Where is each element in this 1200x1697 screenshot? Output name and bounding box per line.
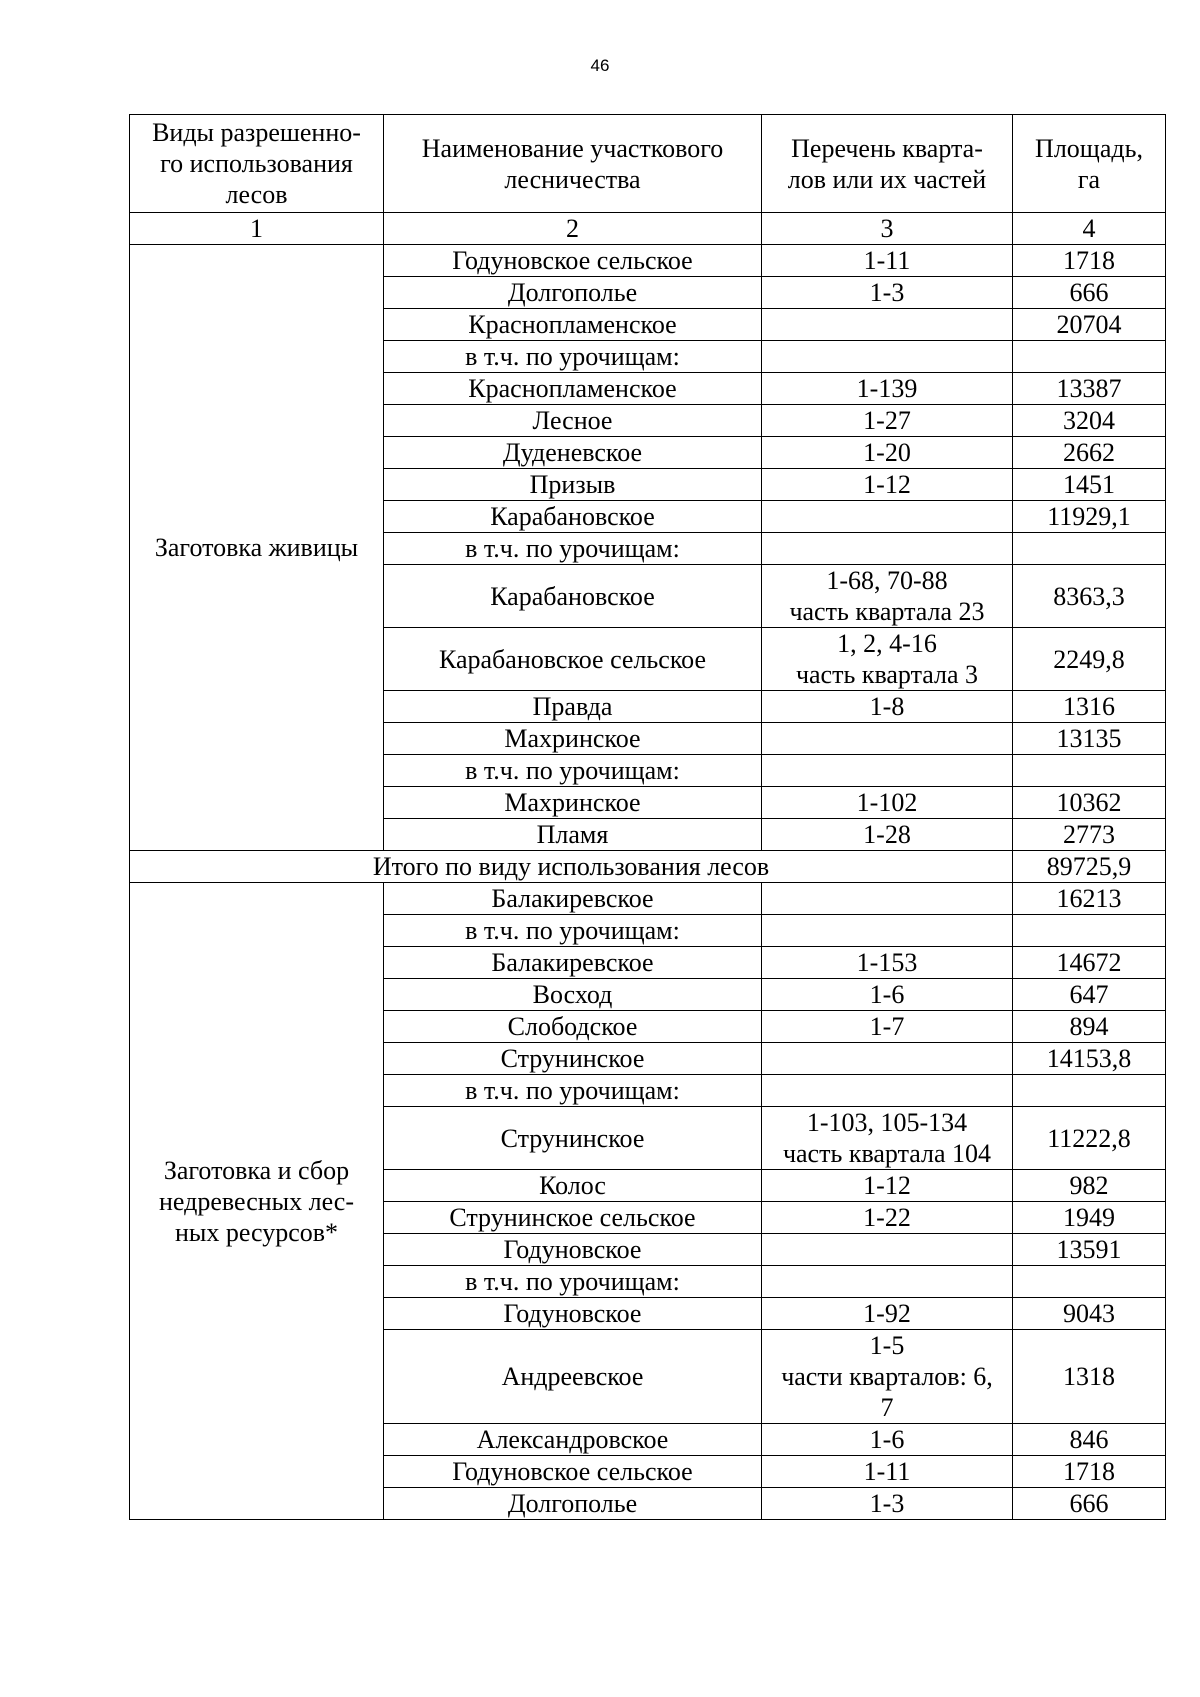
header-usage-line-1: Виды разрешенно- bbox=[152, 118, 361, 147]
quarters-cell bbox=[762, 1075, 1013, 1107]
forestry-name-cell: Карабановское bbox=[384, 501, 762, 533]
quarters-line bbox=[768, 501, 1006, 532]
table-row bbox=[130, 245, 1166, 277]
area-cell: 1451 bbox=[1013, 469, 1166, 501]
quarters-line bbox=[768, 341, 1006, 372]
quarters-cell bbox=[762, 501, 1013, 533]
area-cell: 13387 bbox=[1013, 373, 1166, 405]
quarters-cell bbox=[762, 437, 1013, 469]
usage-type-line: недревесных лес- bbox=[159, 1186, 354, 1216]
area-cell: 2662 bbox=[1013, 437, 1166, 469]
quarters-line: 1-11 bbox=[863, 1457, 911, 1486]
quarters-line: 1-102 bbox=[856, 788, 918, 817]
area-cell: 846 bbox=[1013, 1424, 1166, 1456]
forestry-name-cell: Карабановское bbox=[384, 565, 762, 628]
forestry-name-cell: Долгополье bbox=[384, 1488, 762, 1520]
quarters-line: 1-12 bbox=[863, 1171, 911, 1200]
area-cell: 647 bbox=[1013, 979, 1166, 1011]
quarters-cell bbox=[762, 277, 1013, 309]
quarters-cell bbox=[762, 819, 1013, 851]
header-usage-type bbox=[130, 115, 384, 213]
quarters-line: 1-3 bbox=[869, 1489, 905, 1518]
quarters-line: 1-5 bbox=[869, 1331, 905, 1360]
column-number: 4 bbox=[1013, 213, 1166, 245]
quarters-line: 1-153 bbox=[856, 948, 918, 977]
column-number-row bbox=[130, 213, 1166, 245]
quarters-cell bbox=[762, 1456, 1013, 1488]
forestry-name-cell: Андреевское bbox=[384, 1330, 762, 1424]
quarters-line: 1-20 bbox=[863, 438, 911, 467]
quarters-cell bbox=[762, 787, 1013, 819]
header-area bbox=[1013, 115, 1166, 213]
quarters-line bbox=[768, 1266, 1006, 1297]
quarters-line bbox=[768, 1075, 1006, 1106]
quarters-cell bbox=[762, 947, 1013, 979]
column-number: 3 bbox=[762, 213, 1013, 245]
area-cell: 13135 bbox=[1013, 723, 1166, 755]
forestry-name-cell: в т.ч. по урочищам: bbox=[384, 1075, 762, 1107]
usage-type-cell bbox=[130, 883, 384, 1520]
quarters-line: 1-6 bbox=[869, 1425, 905, 1454]
area-cell: 982 bbox=[1013, 1170, 1166, 1202]
quarters-cell bbox=[762, 979, 1013, 1011]
header-usage-line-2: го использования bbox=[160, 149, 353, 178]
header-usage-line-3: лесов bbox=[225, 180, 288, 209]
area-cell: 16213 bbox=[1013, 883, 1166, 915]
quarters-cell bbox=[762, 1202, 1013, 1234]
quarters-line: 1-8 bbox=[869, 692, 905, 721]
forestry-name-cell: Пламя bbox=[384, 819, 762, 851]
quarters-cell bbox=[762, 373, 1013, 405]
area-cell: 11929,1 bbox=[1013, 501, 1166, 533]
quarters-cell bbox=[762, 1107, 1013, 1170]
page-number: 46 bbox=[590, 56, 610, 75]
usage-type-line: ных ресурсов* bbox=[174, 1217, 339, 1247]
header-row bbox=[130, 115, 1166, 213]
area-cell: 894 bbox=[1013, 1011, 1166, 1043]
area-cell: 9043 bbox=[1013, 1298, 1166, 1330]
quarters-line: 1-3 bbox=[869, 278, 905, 307]
quarters-line bbox=[768, 1234, 1006, 1265]
header-quarters-line-1: Перечень кварта- bbox=[791, 133, 983, 163]
header-forestry-line-2: лесничества bbox=[504, 164, 641, 194]
area-cell: 8363,3 bbox=[1013, 565, 1166, 628]
area-cell bbox=[1013, 1075, 1166, 1107]
quarters-line: 1-103, 105-134 bbox=[806, 1108, 968, 1137]
quarters-cell bbox=[762, 565, 1013, 628]
forestry-name-cell: Балакиревское bbox=[384, 947, 762, 979]
area-cell bbox=[1013, 755, 1166, 787]
forestry-name-cell: Годуновское сельское bbox=[384, 1456, 762, 1488]
area-cell bbox=[1013, 533, 1166, 565]
quarters-line: 1-28 bbox=[863, 820, 911, 849]
forestry-name-cell: Махринское bbox=[384, 787, 762, 819]
quarters-cell bbox=[762, 755, 1013, 787]
quarters-cell bbox=[762, 1011, 1013, 1043]
quarters-line: 1-27 bbox=[863, 406, 911, 435]
quarters-cell bbox=[762, 1424, 1013, 1456]
quarters-cell bbox=[762, 1234, 1013, 1266]
quarters-cell bbox=[762, 1043, 1013, 1075]
area-cell: 1718 bbox=[1013, 1456, 1166, 1488]
header-quarters bbox=[762, 115, 1013, 213]
area-cell: 1718 bbox=[1013, 245, 1166, 277]
quarters-cell bbox=[762, 245, 1013, 277]
forestry-name-cell: Александровское bbox=[384, 1424, 762, 1456]
forest-use-table bbox=[129, 114, 1166, 1520]
quarters-line: 1-68, 70-88 bbox=[826, 566, 948, 595]
quarters-cell bbox=[762, 1266, 1013, 1298]
area-cell: 14672 bbox=[1013, 947, 1166, 979]
forestry-name-cell: в т.ч. по урочищам: bbox=[384, 1266, 762, 1298]
quarters-line: 1-7 bbox=[869, 1012, 905, 1041]
quarters-line bbox=[768, 755, 1006, 786]
total-row bbox=[130, 851, 1166, 883]
quarters-cell bbox=[762, 915, 1013, 947]
header-quarters-line-2: лов или их частей bbox=[787, 164, 987, 194]
forestry-name-cell: в т.ч. по урочищам: bbox=[384, 533, 762, 565]
area-cell: 2773 bbox=[1013, 819, 1166, 851]
area-cell: 10362 bbox=[1013, 787, 1166, 819]
forestry-name-cell: Струнинское bbox=[384, 1107, 762, 1170]
quarters-line: 1-139 bbox=[856, 374, 918, 403]
quarters-line: 1-11 bbox=[863, 246, 911, 275]
table-row bbox=[130, 883, 1166, 915]
usage-type-cell: Заготовка живицы bbox=[130, 245, 384, 851]
area-cell: 666 bbox=[1013, 277, 1166, 309]
quarters-cell bbox=[762, 1488, 1013, 1520]
table-body bbox=[130, 245, 1166, 1520]
quarters-line: 1, 2, 4-16 bbox=[837, 629, 937, 658]
area-cell: 2249,8 bbox=[1013, 628, 1166, 691]
forestry-name-cell: Струнинское сельское bbox=[384, 1202, 762, 1234]
area-cell: 666 bbox=[1013, 1488, 1166, 1520]
quarters-cell bbox=[762, 469, 1013, 501]
quarters-line bbox=[768, 309, 1006, 340]
quarters-cell bbox=[762, 1330, 1013, 1424]
forestry-name-cell: в т.ч. по урочищам: bbox=[384, 915, 762, 947]
area-cell bbox=[1013, 341, 1166, 373]
forestry-name-cell: Дуденевское bbox=[384, 437, 762, 469]
quarters-line: часть квартала 23 bbox=[789, 597, 985, 626]
area-cell: 11222,8 bbox=[1013, 1107, 1166, 1170]
forestry-name-cell: Махринское bbox=[384, 723, 762, 755]
forestry-name-cell: в т.ч. по урочищам: bbox=[384, 341, 762, 373]
usage-type-line: Заготовка и сбор bbox=[163, 1155, 350, 1185]
forestry-name-cell: Годуновское bbox=[384, 1298, 762, 1330]
total-label: Итого по виду использования лесов bbox=[130, 851, 1013, 883]
forestry-name-cell: Лесное bbox=[384, 405, 762, 437]
quarters-line: 1-92 bbox=[863, 1299, 911, 1328]
total-area: 89725,9 bbox=[1013, 851, 1166, 883]
column-number: 2 bbox=[384, 213, 762, 245]
quarters-cell bbox=[762, 691, 1013, 723]
quarters-cell bbox=[762, 341, 1013, 373]
quarters-line: 1-6 bbox=[869, 980, 905, 1009]
forestry-name-cell: Краснопламенское bbox=[384, 309, 762, 341]
forestry-name-cell: Долгополье bbox=[384, 277, 762, 309]
quarters-line: часть квартала 3 bbox=[795, 660, 979, 689]
forestry-name-cell: Призыв bbox=[384, 469, 762, 501]
area-cell: 20704 bbox=[1013, 309, 1166, 341]
header-forestry-name bbox=[384, 115, 762, 213]
forestry-name-cell: Балакиревское bbox=[384, 883, 762, 915]
area-cell: 1949 bbox=[1013, 1202, 1166, 1234]
forestry-name-cell: Слободское bbox=[384, 1011, 762, 1043]
quarters-line: части кварталов: 6, bbox=[781, 1362, 993, 1391]
quarters-line bbox=[768, 533, 1006, 564]
quarters-line: часть квартала 104 bbox=[782, 1139, 992, 1168]
header-forestry-line-1: Наименование участкового bbox=[421, 133, 724, 163]
forestry-name-cell: в т.ч. по урочищам: bbox=[384, 755, 762, 787]
quarters-cell bbox=[762, 533, 1013, 565]
area-cell: 13591 bbox=[1013, 1234, 1166, 1266]
area-cell: 1318 bbox=[1013, 1330, 1166, 1424]
quarters-cell bbox=[762, 405, 1013, 437]
forestry-name-cell: Правда bbox=[384, 691, 762, 723]
forestry-name-cell: Годуновское сельское bbox=[384, 245, 762, 277]
forestry-name-cell: Восход bbox=[384, 979, 762, 1011]
quarters-line bbox=[768, 883, 1006, 914]
area-cell: 14153,8 bbox=[1013, 1043, 1166, 1075]
area-cell bbox=[1013, 1266, 1166, 1298]
header-area-line-2: га bbox=[1077, 164, 1101, 194]
quarters-line: 1-12 bbox=[863, 470, 911, 499]
quarters-cell bbox=[762, 883, 1013, 915]
area-cell bbox=[1013, 915, 1166, 947]
quarters-cell bbox=[762, 1298, 1013, 1330]
quarters-line bbox=[768, 723, 1006, 754]
quarters-cell bbox=[762, 309, 1013, 341]
header-area-line-1: Площадь, bbox=[1035, 133, 1143, 163]
forestry-name-cell: Годуновское bbox=[384, 1234, 762, 1266]
forestry-name-cell: Карабановское сельское bbox=[384, 628, 762, 691]
quarters-line bbox=[768, 915, 1006, 946]
area-cell: 3204 bbox=[1013, 405, 1166, 437]
forestry-name-cell: Струнинское bbox=[384, 1043, 762, 1075]
forestry-name-cell: Колос bbox=[384, 1170, 762, 1202]
quarters-cell bbox=[762, 723, 1013, 755]
quarters-cell bbox=[762, 628, 1013, 691]
quarters-line bbox=[768, 1043, 1006, 1074]
forestry-name-cell: Краснопламенское bbox=[384, 373, 762, 405]
column-number: 1 bbox=[130, 213, 384, 245]
quarters-line: 1-22 bbox=[863, 1203, 911, 1232]
quarters-line: 7 bbox=[880, 1393, 894, 1422]
area-cell: 1316 bbox=[1013, 691, 1166, 723]
quarters-cell bbox=[762, 1170, 1013, 1202]
